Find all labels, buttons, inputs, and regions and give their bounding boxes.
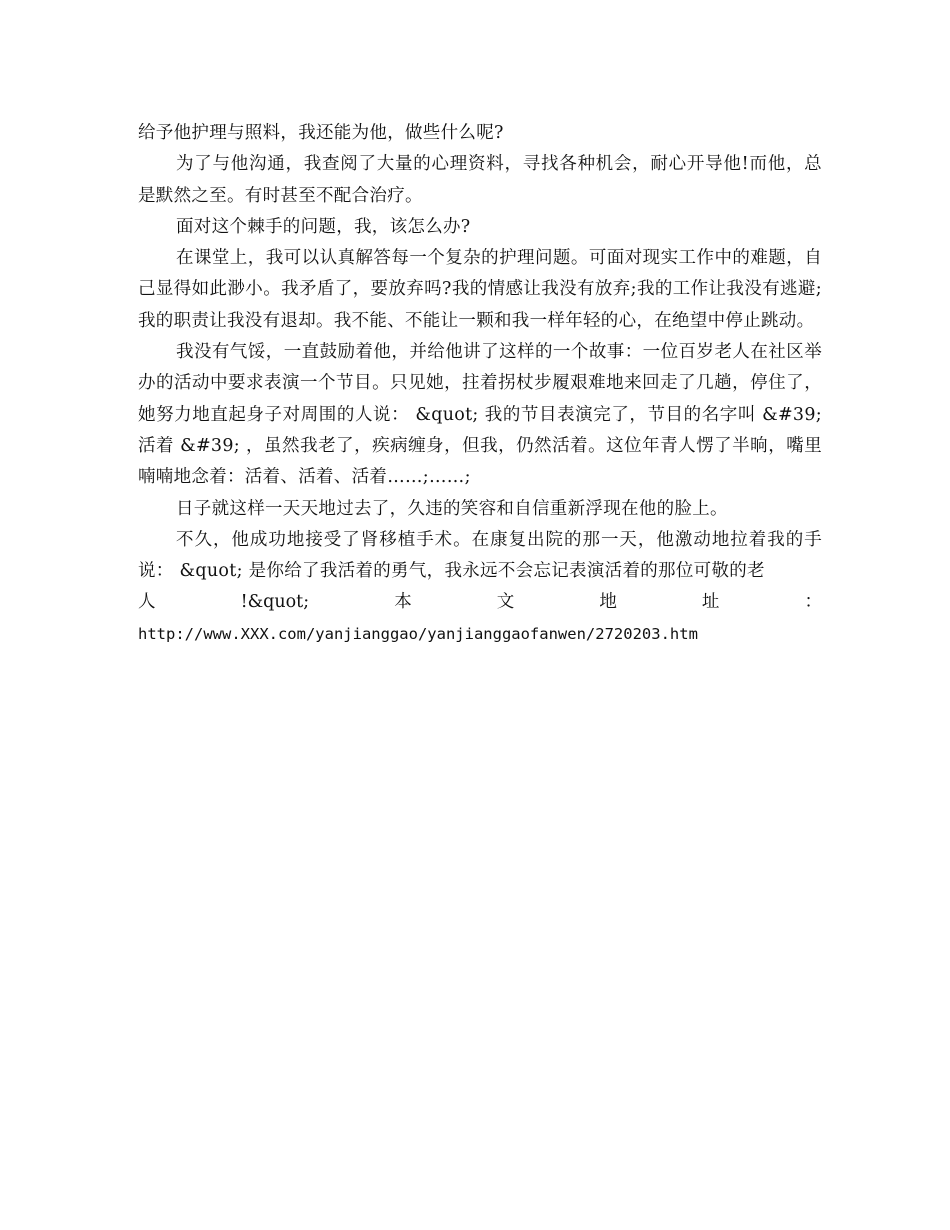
document-body — [138, 118, 822, 650]
paragraph-2: 为了与他沟通，我查阅了大量的心理资料，寻找各种机会，耐心开导他!而他，总是默然之至。有时甚至不配合治疗。 — [138, 154, 822, 206]
article-address-line — [138, 587, 822, 618]
address-token: 文 — [496, 592, 515, 613]
article-url: http://www.XXX.com/yanjianggao/yanjianggaofanwen/2720203.htm — [138, 624, 698, 643]
paragraph-4: 在课堂上，我可以认真解答每一个复杂的护理问题。可面对现实工作中的难题，自己显得如此渺小。我矛盾了，要放弃吗?我的情感让我没有放弃;我的工作让我没有逃避;我的职责让我没有退却。我不能、不能让一颗和我一样年轻的心，在绝望中停止跳动。 — [138, 248, 822, 331]
address-token: 址 — [701, 592, 720, 613]
paragraph-3: 面对这个棘手的问题，我，该怎么办? — [176, 216, 471, 237]
paragraph-7: 不久，他成功地接受了肾移植手术。在康复出院的那一天，他激动地拉着我的手说： &quot; 是你给了我活着的勇气，我永远不会忘记表演活着的那位可敬的老 — [138, 529, 822, 582]
address-token: 本 — [394, 592, 412, 613]
paragraph-1: 给予他护理与照料，我还能为他，做些什么呢? — [138, 123, 504, 143]
address-token: 人 — [138, 592, 156, 613]
paragraph-5: 我没有气馁，一直鼓励着他，并给他讲了这样的一个故事：一位百岁老人在社区举办的活动中要求表演一个节目。只见她，拄着拐杖步履艰难地来回走了几趟，停住了，她努力地直起身子对周围的人说： &quot; 我的节目表演完了，节目的名字叫 &#39; 活着 &#39; ，虽然我老了，疾病缠身，但我，仍然活着。这位年青人愣了半晌，嘴里喃喃地念着：活着、活着、活着……;……; — [138, 342, 822, 488]
address-token: ： — [804, 592, 822, 613]
address-token: !&quot; — [240, 592, 310, 613]
paragraph-6: 日子就这样一天天地过去了，久违的笑容和自信重新浮现在他的脸上。 — [176, 498, 728, 519]
address-token: 地 — [599, 592, 617, 613]
